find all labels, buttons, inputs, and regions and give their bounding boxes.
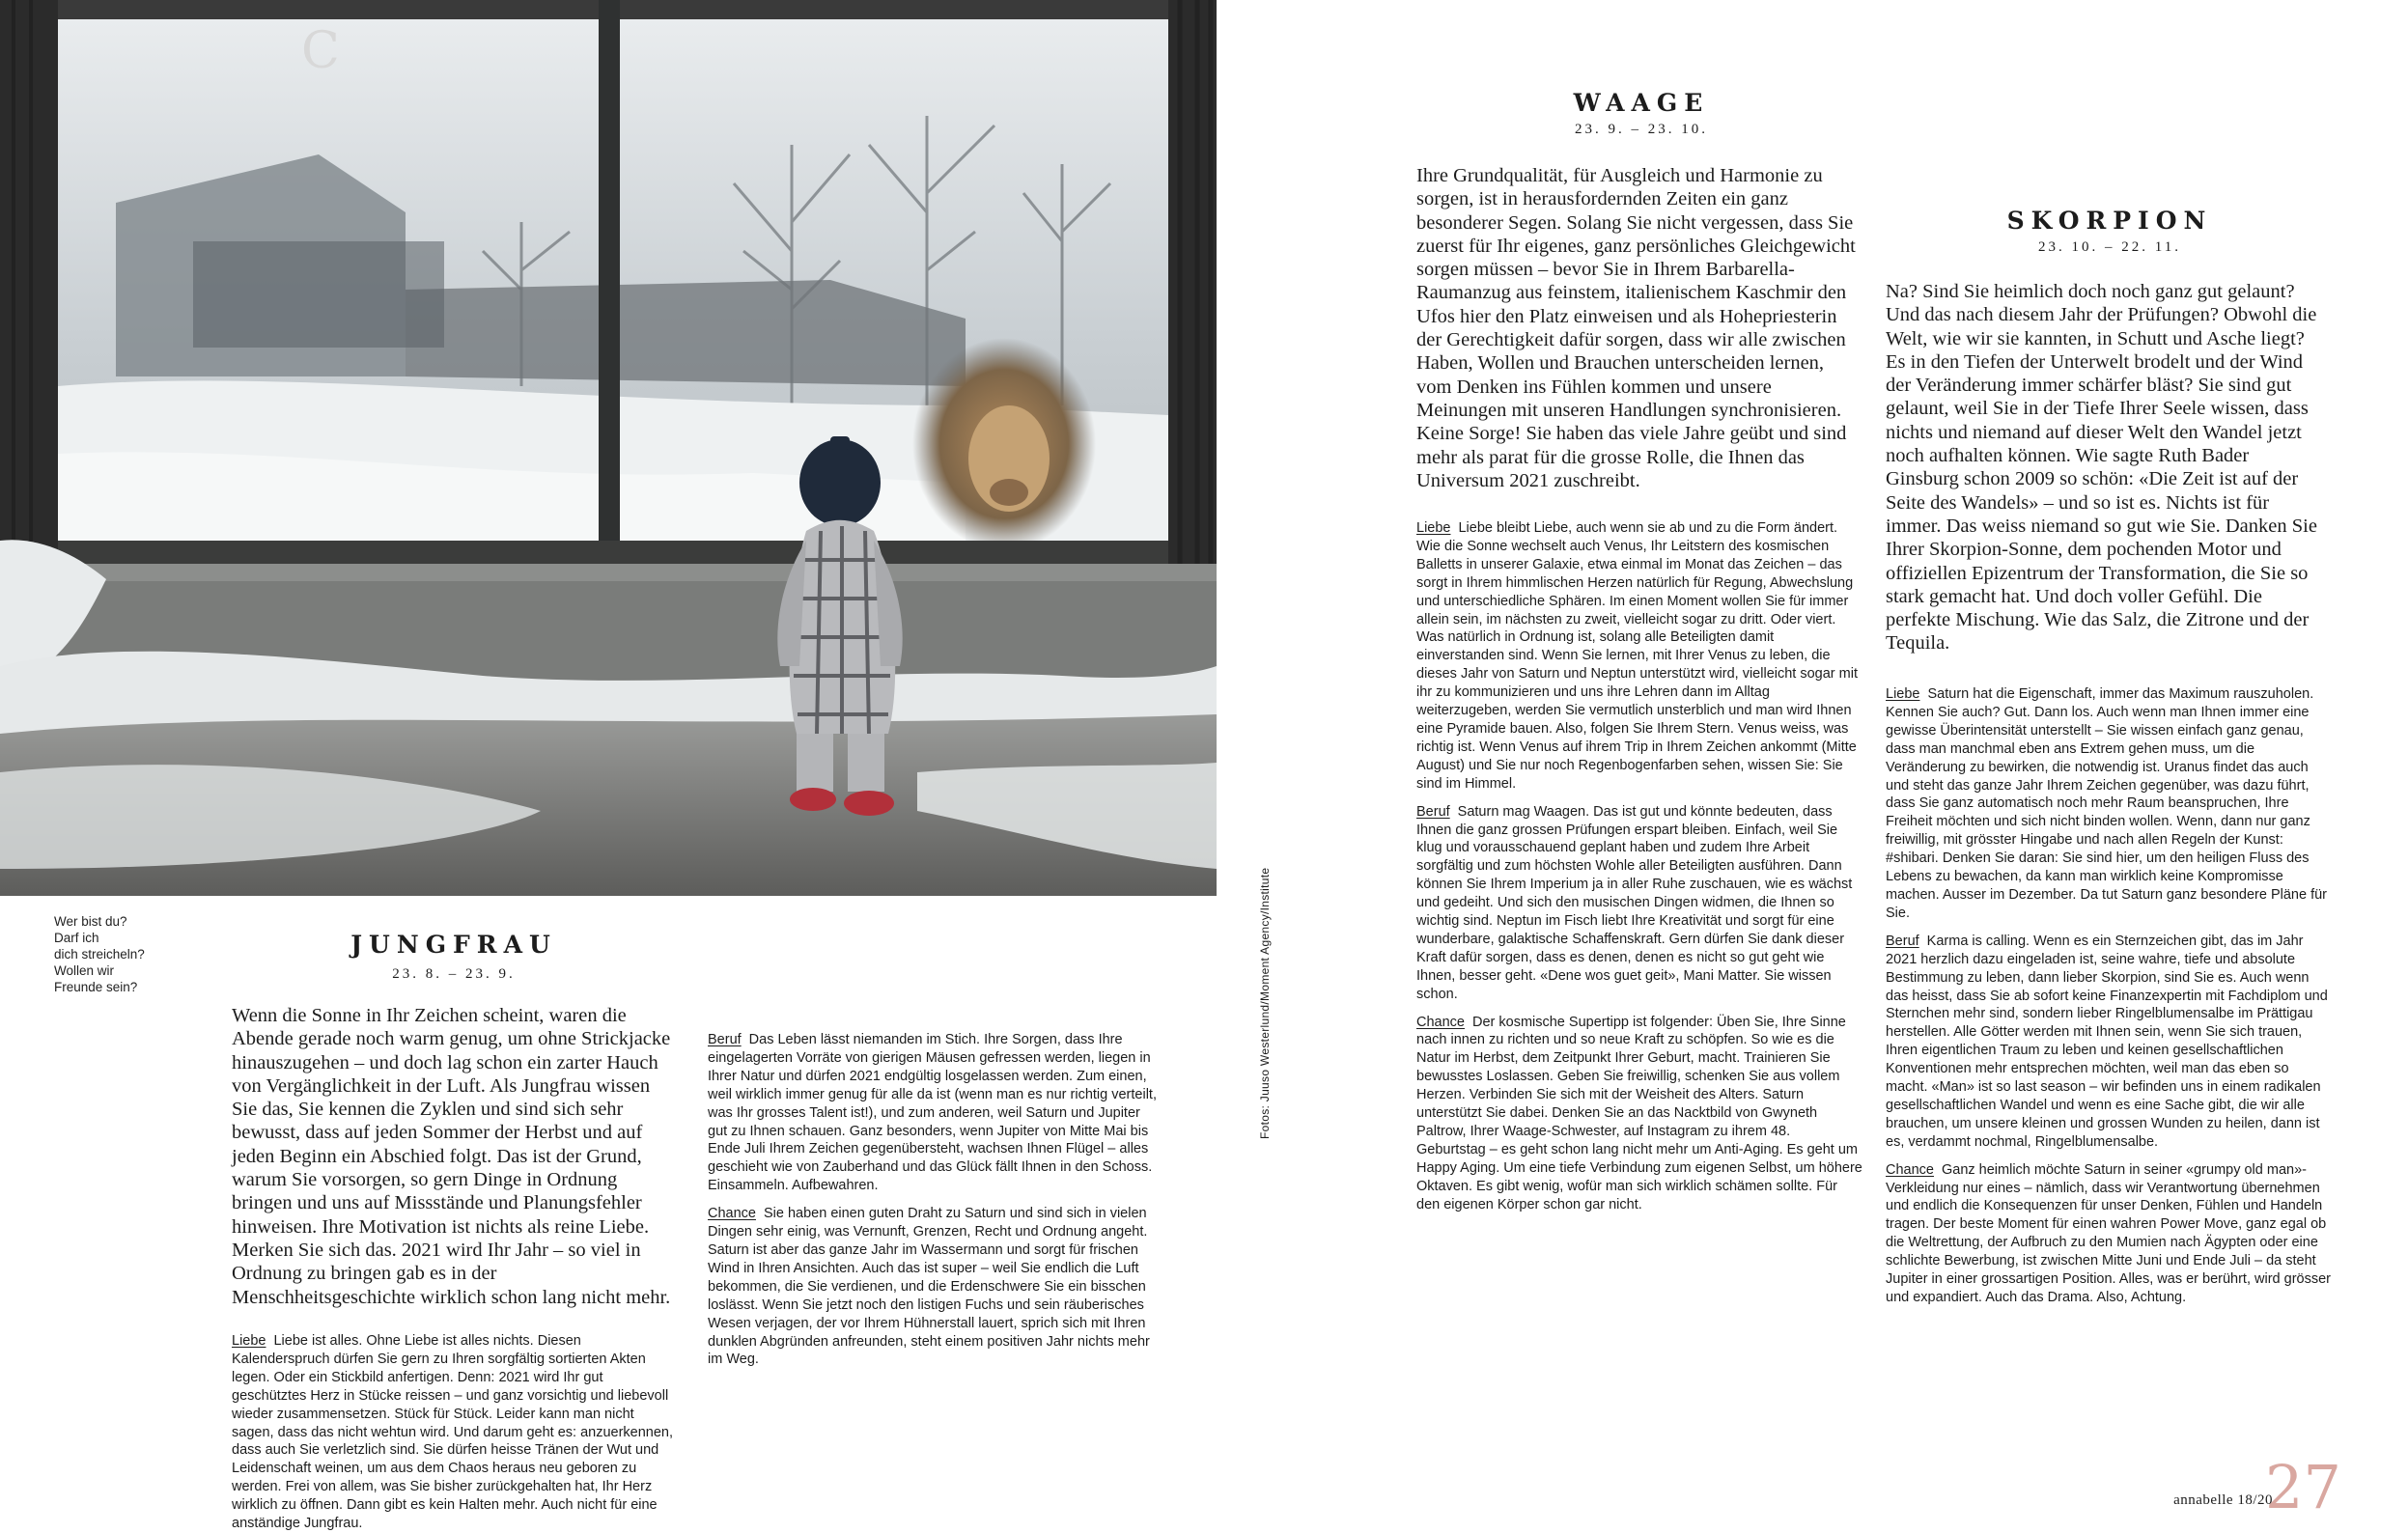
jungfrau-dates: 23. 8. – 23. 9. [392, 966, 516, 982]
photo-caption: Wer bist du? Darf ich dich streicheln? Wollen wir Freunde sein? [54, 914, 145, 994]
photo-watermark-mark: C [301, 22, 340, 80]
skorpion-beruf-text: Karma is calling. Wenn es ein Sternzeichen gibt, das im Jahr 2021 herzlich dazu eingeladen ist, seine wahre, tiefe und absolute Bestimmung zu leben, dann lieber Skorpion, sind Sie es. Auch wenn das heisst, dass Sie ab sofort keine Finanzexpertin mit Fachdiplom und Sternchen mehr sind, sondern lieber Ringelblumensalbe im Prättigau herstellen. Alle Götter werden mit Ihnen sein, wenn Sie sich trauen, Ihren eigentlichen Traum zu leben und keinen gesellschaftlichen Konventionen mehr entsprechen möchten, weil man das eben so macht. «Man» ist so last season – wir befinden uns in einem radikalen gesellschaftlichen Wandel und wenn es eine Sache gibt, die wir alle brauchen, um unsere kleinen und grossen Wunden zu heilen, dann ist es, verdammt nochmal, Ringelblumensalbe. [1886, 933, 2328, 1150]
jungfrau-chance-label: Chance [708, 1206, 756, 1222]
magazine-issue: annabelle 18/20 [2173, 1492, 2273, 1508]
waage-dates: 23. 9. – 23. 10. [1575, 122, 1708, 137]
skorpion-beruf-label: Beruf [1886, 933, 1919, 949]
jungfrau-beruf-text: Das Leben lässt niemanden im Stich. Ihre Sorgen, dass Ihre eingelagerten Vorräte von gierigen Mäusen gefressen werden, liegen in Ihrer Natur und dürfen 2021 endgültig losgelassen werden. Zum einen, weil wirklich immer genug für alle da ist (wenn man es nur richtig verteilt, was Ihr grosses Talent ist!), und zum anderen, weil Saturn und Jupiter gut zu Ihnen schauen. Ganz besonders, wenn Jupiter von Mitte Mai bis Ende Juli Ihrem Zeichen gegenübersteht, wachsen Ihnen Flügel – alles geschieht wie von Zauberhand und das Glück fällt Ihnen in den Schoss. Einsammeln. Aufbewahren. [708, 1032, 1157, 1194]
skorpion-title: SKORPION [2006, 207, 2213, 235]
skorpion-liebe-text: Saturn hat die Eigenschaft, immer das Maximum rauszuholen. Kennen Sie auch? Gut. Dann los. Auch wenn man Ihnen immer eine gewisse Überintensität unterstellt – Sie wissen einfach ganz genau, dass man manchmal eben ans Extrem gehen muss, um die Veränderung zu bewirken, die notwendig ist. Uranus findet das auch und steht das ganze Jahr Ihrem Zeichen gegenüber, was dazu führt, dass Sie ganz automatisch noch mehr Raum beanspruchen, Ihre Freiheit möchten und sich nicht binden wollen. Wenn, dann nur ganz freiwillig, mit grösster Hingabe und nach allen Regeln der Kunst: #shibari. Denken Sie daran: Sie sind hier, um den heiligen Fluss des Lebens zu bewachen, da kann man wirklich keine Kompromisse machen. Ausser im Dezember. Da tut Saturn ganz besondere Pläne für Sie. [1886, 686, 2327, 921]
skorpion-lead: Na? Sind Sie heimlich doch noch ganz gut gelaunt? Und das nach diesem Jahr der Prüfungen? Obwohl die Welt, wie wir sie kannten, in Schutt und Asche liegt? Es in den Tiefen der Unterwelt brodelt und der Wind der Veränderung immer schärfer bläst? Sie sind gut gelaunt, weil Sie in der Tiefe Ihrer Seele wissen, dass nichts und niemand auf dieser Welt den Wandel jetzt noch aufhalten können. Wie sagte Ruth Bader Ginsburg schon 2009 so schön: «Die Zeit ist auf der Seite des Wandels» – und so ist es. Nichts ist für immer. Das weiss niemand so gut wie Sie. Danken Sie Ihrer Skorpion-Sonne, dem pochenden Motor und offiziellen Epizentrum der Transformation, die Sie so stark gemacht hat. Und doch voller Gefühl. Die perfekte Mischung. Wie das Salz, die Zitrone und der Tequila. [1886, 281, 2317, 655]
jungfrau-chance-text: Sie haben einen guten Draht zu Saturn und sind sich in vielen Dingen sehr einig, was Vernunft, Grenzen, Recht und Ordnung angeht. Saturn ist aber das ganze Jahr im Wassermann und sorgt für frischen Wind in Ihren Ansichten. Auch das ist super – weil Sie endlich die Luft bekommen, die Sie verdienen, und die Erdenschwere Sie ein bisschen loslässt. Wenn Sie jetzt noch den listigen Fuchs und sein räuberisches Wesen verjagen, der vor Ihrem Hühnerstall lauert, sprich sich mit Ihren dunklen Abgründen anfreunden, steht einem positiven Jahr nichts mehr im Weg. [708, 1206, 1150, 1368]
skorpion-liebe-label: Liebe [1886, 686, 1920, 702]
jungfrau-title: JUNGFRAU [350, 931, 557, 959]
waage-title: WAAGE [1573, 89, 1710, 117]
jungfrau-lead: Wenn die Sonne in Ihr Zeichen scheint, waren die Abende gerade noch warm genug, um ohne Strickjacke hinauszugehen – und doch lag schon ein zarter Hauch von Vergänglichkeit in der Luft. Als Jungfrau wissen Sie das, Sie kennen die Zyklen und sind sich sehr bewusst, dass auf jeden Sommer der Herbst und auf jeden Beginn ein Abschied folgt. Das ist der Grund, warum Sie vorsorgen, so gern Dinge in Ordnung bringen und uns auf Missstände und Planungsfehler hinweisen. Ihre Motivation ist nichts als reine Liebe. Merken Sie sich das. 2021 wird Ihr Jahr – so viel in Ordnung zu bringen gab es in der Menschheitsgeschichte wirklich schon lang nicht mehr. [232, 1005, 671, 1308]
waage-chance-text: Der kosmische Supertipp ist folgender: Üben Sie, Ihre Sinne nach innen zu richten und so neue Kraft zu schöpfen. So wie es die Natur im Herbst, dem Zeitpunkt Ihrer Geburt, macht. Trainieren Sie bewusstes Loslassen. Geben Sie freiwillig, schenken Sie aus vollem Herzen. Verbinden Sie sich mit der Weisheit des Alters. Saturn unterstützt Sie dabei. Denken Sie an das Nacktbild von Gwyneth Paltrow, Ihrer Waage-Schwester, auf Instagram zu ihrem 48. Geburtstag – es geht schon lang nicht mehr um Anti-Aging. Es geht um Happy Aging. Um eine tiefe Verbindung zum eigenen Selbst, um höhere Oktaven. Es gibt wenig, wofür man sich wirklich schämen sollte. Für den eigenen Körper schon gar nicht. [1416, 1014, 1862, 1212]
jungfrau-column-2 [708, 929, 1157, 1379]
skorpion-body [1886, 685, 2332, 1317]
photo-credit: Fotos: Juuso Westerlund/Moment Agency/Institute [1258, 867, 1272, 1139]
lion-enclosure-photo [0, 0, 1217, 896]
jungfrau-liebe-section [232, 1332, 676, 1532]
skorpion-chance-text: Ganz heimlich möchte Saturn in seiner «grumpy old man»-Verkleidung nur eines – nämlich, dass wir Verantwortung übernehmen und endlich die Konsequenzen für unser Denken, Fühlen und Handeln tragen. Der beste Moment für einen wahren Power Move, ganz egal ob die Weltrettung, der Aufbruch zu den Mumien nach Ägypten oder eine schlichte Bewerbung, ist zwischen Mitte Juni und Ende Juli – da steht Jupiter in einer grossartigen Position. Alles, was er berührt, wird grösser und expandiert. Auch das Drama. Also, Achtung. [1886, 1161, 2331, 1305]
skorpion-chance-label: Chance [1886, 1161, 1934, 1178]
skorpion-dates: 23. 10. – 22. 11. [2038, 239, 2181, 255]
page-number: 27 [2265, 1452, 2341, 1522]
waage-lead: Ihre Grundqualität, für Ausgleich und Harmonie zu sorgen, ist in herausfordernden Zeiten ein ganz besonderer Segen. Solang Sie nicht vergessen, dass Sie zuerst für Ihr eigenes, ganz persönliches Gleichgewicht sorgen müssen – bevor Sie in Ihrem Barbarella-Raumanzug aus feinstem, italienischem Kaschmir den Ufos hier den Platz einweisen und als Hohepriesterin der Gerechtigkeit dafür sorgen, dass wir alle zwischen Haben, Wollen und Brauchen unterscheiden lernen, vom Denken ins Fühlen kommen und unsere Meinungen mit unseren Handlungen synchronisieren. Keine Sorge! Sie haben das viele Jahre geübt und sind mehr als parat für die grosse Rolle, die Ihnen das Universum 2021 zuschreibt. [1416, 165, 1856, 491]
waage-beruf-text: Saturn mag Waagen. Das ist gut und könnte bedeuten, dass Ihnen die ganz grossen Prüfungen erspart bleiben. Einfach, weil Sie klug und vorausschauend geplant haben und zudem Ihre Arbeit sorgfältig und zum höchsten Wohle aller Beteiligten ausführen. Dann können Sie Ihrem Imperium ja in aller Ruhe zuschauen, wie es wächst und gedeiht. Und sich den musischen Dingen widmen, die Ihnen so wichtig sind. Neptun im Fisch liebt Ihre Kreativität und sorgt für eine wunderbare, galaktische Schaffenskraft. Gern dürfen Sie dank dieser Kraft dafür sorgen, dass es denen, denen es nicht so gut geht wie Ihnen, besser geht. «Dene wos guet geit», Mani Matter. Sie wissen schon. [1416, 803, 1853, 1002]
waage-beruf-label: Beruf [1416, 803, 1450, 820]
waage-liebe-label: Liebe [1416, 520, 1451, 536]
jungfrau-beruf-label: Beruf [708, 1032, 742, 1047]
waage-liebe-text: Liebe bleibt Liebe, auch wenn sie ab und zu die Form ändert. Wie die Sonne wechselt auch Venus, Ihr Leitstern des kosmischen Balletts in unserer Galaxie, etwa einmal im Monat das Zeichen – das sorgt in Ihrem himmlischen Herzen natürlich für Regung, Abwechslung und unterschiedliche Sphären. Im einen Moment wollen Sie für immer allein sein, im nächsten zu zweit, vielleicht sogar zu dritt. Oder viert. Was natürlich in Ordnung ist, solang alle Beteiligten damit einverstanden sind. Wenn Sie lernen, mit Ihrer Venus zu leben, die dieses Jahr von Saturn und Neptun unterstützt wird, vielleicht sogar mit ihr zu kommunizieren und uns ihre Lehren dann im Alltag weiterzugeben, werden Sie vermutlich unsterblich und man wird Ihnen eine Pyramide bauen. Also, folgen Sie Ihrem Stern. Venus weiss, was richtig ist. Wenn Venus auf ihrem Trip in Ihrem Zeichen ankommt (Mitte August) und Sie nur noch Regenbogenfarben sehen, wissen Sie: Sie sind im Himmel. [1416, 520, 1858, 792]
jungfrau-liebe-label: Liebe [232, 1333, 266, 1349]
waage-body [1416, 519, 1862, 1224]
jungfrau-liebe-text: Liebe ist alles. Ohne Liebe ist alles nichts. Diesen Kalenderspruch dürfen Sie gern zu Ihren sorgfältig sortierten Akten legen. Oder ein Stickbild anfertigen. Denn: 2021 wird Ihr gut geschütztes Herz in Stücke reissen – und ganz vorsichtig und liebevoll wieder zusammensetzen. Stück für Stück. Leider kann man nicht sagen, dass das nicht wehtun wird. Und darum geht es: anzuerkennen, dass auch Sie verletzlich sind. Sie dürfen heisse Tränen der Wut und Leidenschaft weinen, um aus dem Chaos heraus neu geboren zu werden. Frei von allem, was Sie bisher zurückgehalten hat, Ihr Herz wirklich zu öffnen. Dann gibt es kein Halten mehr. Auch nicht für eine anständige Jungfrau. [232, 1333, 674, 1532]
waage-chance-label: Chance [1416, 1014, 1465, 1030]
child-watching-lion-image [0, 0, 1217, 896]
